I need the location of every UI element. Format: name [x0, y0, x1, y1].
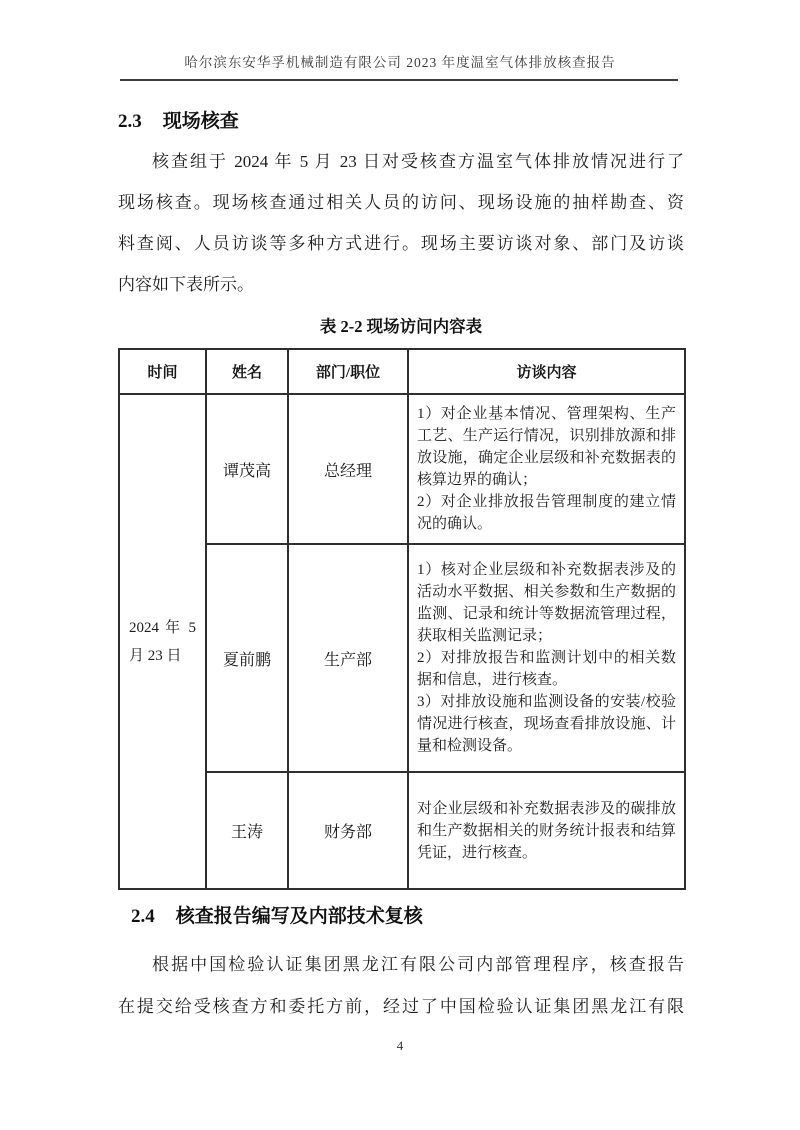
dept-cell: 财务部 [288, 772, 408, 889]
paragraph-line: 现场核查。现场核查通过相关人员的访问、现场设施的抽样勘查、资 [118, 193, 684, 212]
content-item: 对企业层级和补充数据表涉及的碳排放和生产数据相关的财务统计报表和结算凭证，进行核查。 [417, 800, 676, 861]
time-cell: 2024 年 5 月 23 日 [119, 394, 206, 889]
col-header-content: 访谈内容 [408, 349, 685, 394]
header-rule [120, 79, 678, 81]
content-cell [408, 394, 685, 544]
table-caption: 表 2-2 现场访问内容表 [319, 317, 483, 336]
col-header-name: 姓名 [206, 349, 288, 394]
paragraph-line: 在提交给受核查方和委托方前，经过了中国检验认证集团黑龙江有限 [118, 997, 684, 1016]
name-cell: 王涛 [206, 772, 288, 889]
content-cell [408, 544, 685, 772]
dept-cell: 总经理 [288, 394, 408, 544]
body-paragraph-report-review [118, 944, 684, 1028]
table-header-row [119, 349, 685, 394]
content-item: 3）对排放设施和监测设备的安装/校验情况进行核查，现场查看排放设施、计量和检测设备。 [417, 694, 676, 754]
table-row [119, 394, 685, 544]
content-item: 2）对排放报告和监测计划中的相关数据和信息，进行核查。 [417, 650, 676, 688]
content-item: 1）核对企业层级和补充数据表涉及的活动水平数据、相关参数和生产数据的监测、记录和统计等数据流管理过程，获取相关监测记录； [417, 562, 676, 644]
dept-cell: 生产部 [288, 544, 408, 772]
content-item: 1）对企业基本情况、管理架构、生产工艺、生产运行情况，识别排放源和排放设施，确定企业层级和补充数据表的核算边界的确认； [417, 406, 676, 488]
section-heading-2-3 [118, 106, 239, 133]
interview-table [118, 348, 686, 890]
page-number: 4 [396, 1038, 404, 1053]
paragraph-line: 核查组于 2024 年 5 月 23 日对受核查方温室气体排放情况进行了 [152, 152, 684, 171]
col-header-time: 时间 [119, 349, 206, 394]
content-cell [408, 772, 685, 889]
body-paragraph-site-verification [118, 141, 684, 305]
content-item: 2）对企业排放报告管理制度的建立情况的确认。 [417, 494, 676, 532]
section-heading-2-4 [131, 901, 423, 928]
section-title: 核查报告编写及内部技术复核 [175, 906, 423, 927]
col-header-dept: 部门/职位 [288, 349, 408, 394]
section-number: 2.3 [118, 111, 142, 132]
running-header: 哈尔滨东安华孚机械制造有限公司 2023 年度温室气体排放核查报告 [184, 55, 616, 70]
name-cell: 夏前鹏 [206, 544, 288, 772]
name-cell: 谭茂高 [206, 394, 288, 544]
paragraph-line: 根据中国检验认证集团黑龙江有限公司内部管理程序，核查报告 [152, 955, 684, 974]
section-number: 2.4 [131, 906, 155, 927]
paragraph-line: 料查阅、人员访谈等多种方式进行。现场主要访谈对象、部门及访谈 [118, 234, 684, 253]
section-title: 现场核查 [162, 111, 239, 132]
paragraph-line: 内容如下表所示。 [118, 275, 254, 294]
